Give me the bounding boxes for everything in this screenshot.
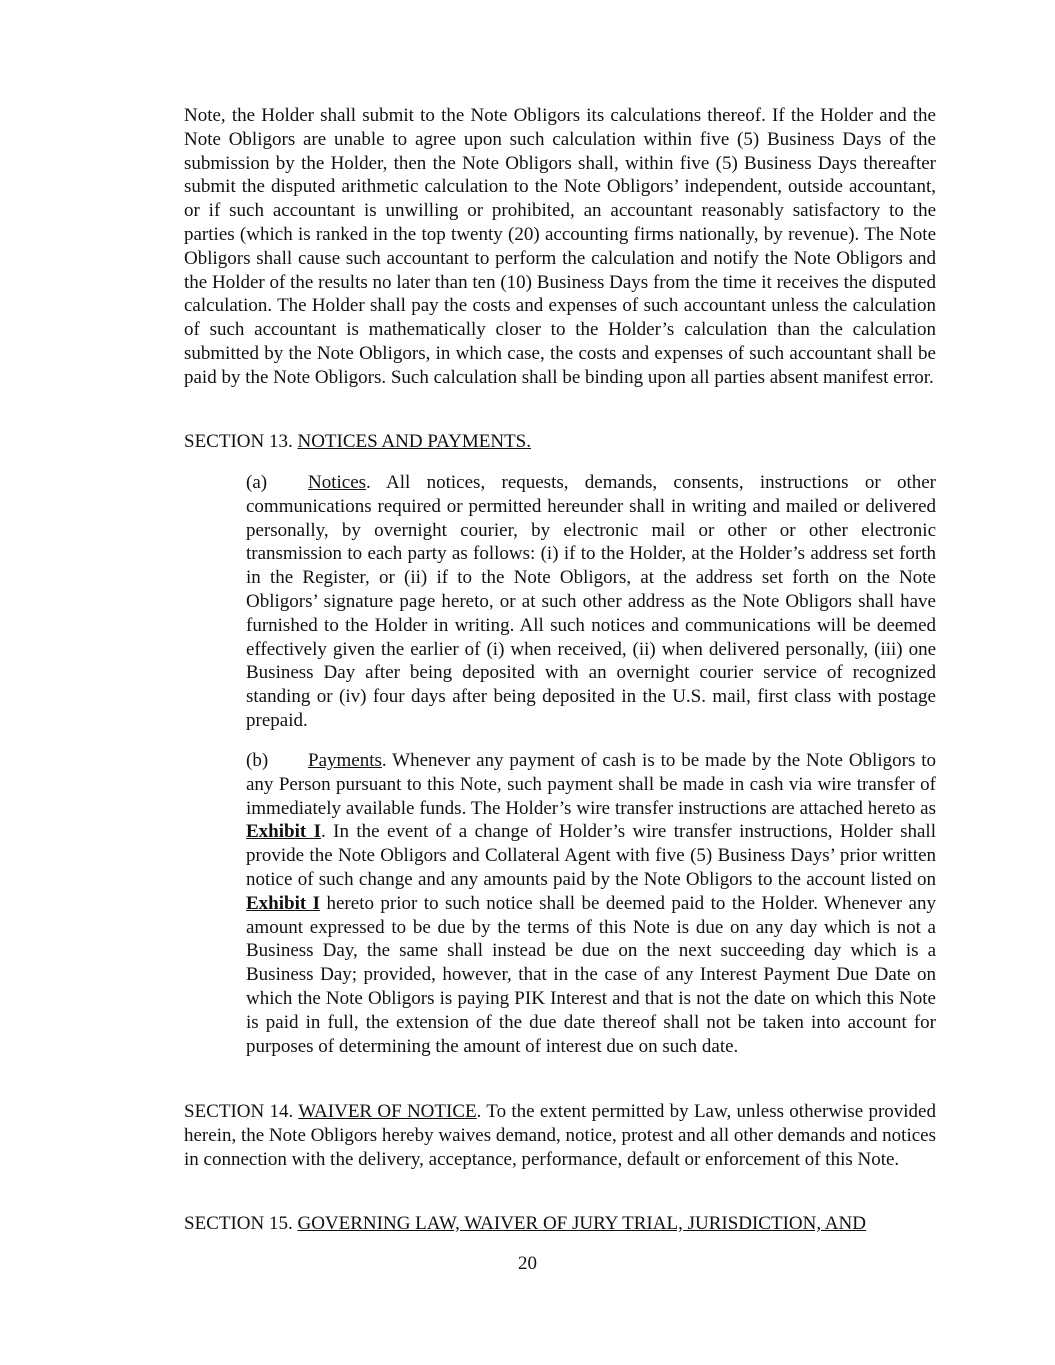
page-number: 20 — [518, 1253, 537, 1274]
intro-paragraph: Note, the Holder shall submit to the Note Obligors its calculations thereof. If the Holder and the Note Obligors are unable to agree upon such calculation within five (5) Business Days of the submission by the Holder, then the Note Obligors shall, within five (5) Business Days thereafter submit the disputed arithmetic calculation to the Note Obligors’ independent, outside accountant, or if such accountant is unwilling or prohibited, an accountant reasonably satisfactory to the parties (which is ranked in the top twenty (20) accounting firms nationally, by revenue). The Note Obligors shall cause such accountant to perform the calculation and notify the Note Obligors and the Holder of the results no later than ten (10) Business Days from the time it receives the disputed calculation. The Holder shall pay the costs and expenses of such accountant unless the calculation of such accountant is mathematically closer to the Holder’s calculation than the calculation submitted by the Note Obligors, in which case, the costs and expenses of such accountant shall be paid by the Note Obligors. Such calculation shall be binding upon all parties absent manifest error. — [184, 105, 936, 388]
section-13-label: SECTION 13. — [184, 431, 293, 452]
payments-text-2: . In the event of a change of Holder’s wire transfer instructions, Holder shall provide the Note Obligors and Collateral Agent with five (5) Business Days’ prior written notice of such change and any amounts paid by the Note Obligors to the account listed on — [246, 821, 936, 890]
section-15-title: GOVERNING LAW, WAIVER OF JURY TRIAL, JURISDICTION, AND — [297, 1213, 866, 1234]
section-14-paragraph — [184, 1100, 936, 1171]
section-14-label: SECTION 14. — [184, 1101, 294, 1122]
section-15-heading — [184, 1212, 936, 1236]
payments-text-3: hereto prior to such notice shall be deemed paid to the Holder. Whenever any amount expressed to be due by the terms of this Note is due on any day which is not a Business Day, the same shall instead be due on the next succeeding day which is a Business Day; provided, however, that in the case of any Interest Payment Due Date on which the Note Obligors is paying PIK Interest and that is not the date on which this Note is paid in full, the extension of the due date thereof shall not be taken into account for purposes of determining the amount of interest due on such date. — [246, 892, 936, 1057]
exhibit-i-reference-2: Exhibit I — [246, 892, 321, 914]
notices-text: . All notices, requests, demands, consents, instructions or other communications required or permitted hereunder shall in writing and mailed or delivered personally, by overnight courier, by electronic mail or other or other electronic transmission to each party as follows: (i) if to the Holder, at the Holder’s address set forth in the Register, or (ii) if to the Note Obligors, at the address set forth on the Note Obligors’ signature page hereto, or at such other address as the Note Obligors shall have furnished to the Holder in writing. All such notices and communications will be deemed effectively given the earlier of (i) when received, (ii) when delivered personally, (iii) one Business Day after being deposited with an overnight courier service of recognized standing or (iv) four days after being deposited in the U.S. mail, first class with postage prepaid. — [246, 472, 936, 731]
section-14-text: . To the extent permitted by Law, unless otherwise provided herein, the Note Obligors hereby waives demand, notice, protest and all other demands and notices in connection with the delivery, acceptance, performance, default or enforcement of this Note. — [184, 1101, 936, 1170]
section-13-title: NOTICES AND PAYMENTS. — [297, 431, 531, 452]
payments-heading: Payments — [308, 750, 382, 771]
exhibit-i-reference-1: Exhibit I — [246, 821, 321, 843]
notices-heading: Notices — [308, 472, 367, 493]
section-14-title: WAIVER OF NOTICE — [298, 1101, 477, 1122]
section-13-heading — [184, 430, 936, 454]
section-13a-label: (a) — [246, 472, 268, 493]
section-13a-notices — [246, 471, 936, 733]
section-13b-payments — [246, 749, 936, 1058]
section-15-label: SECTION 15. — [184, 1213, 293, 1234]
payments-text-1: . Whenever any payment of cash is to be made by the Note Obligors to any Person pursuant to this Note, such payment shall be made in cash via wire transfer of immediately available funds. The Holder’s wire transfer instructions are attached hereto as — [246, 750, 936, 819]
section-13b-label: (b) — [246, 750, 269, 771]
